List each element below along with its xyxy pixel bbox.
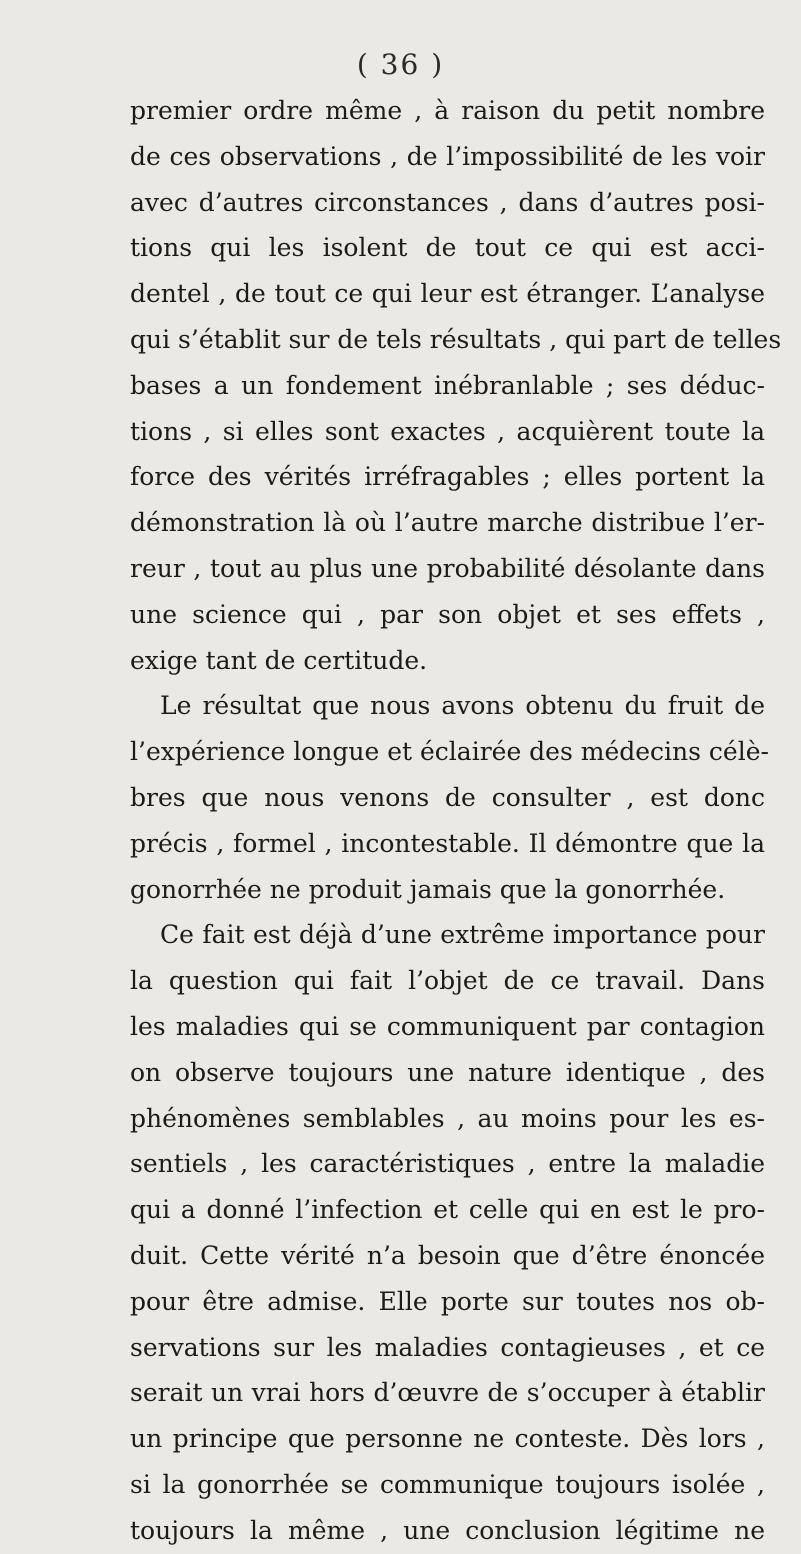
text-line: tions , si elles sont exactes , acquièrent toute la [130,416,765,446]
text-line: avec d’autres circonstances , dans d’autres posi- [130,187,765,217]
text-line: gonorrhée ne produit jamais que la gonorrhée. [130,874,726,904]
text-line: tions qui les isolent de tout ce qui est acci- [130,233,765,263]
text-line: Le résultat que nous avons obtenu du fruit de [160,691,765,721]
text-line: Ce fait est déjà d’une extrême importance pour [160,920,765,950]
text-line: on observe toujours une nature identique , des [130,1057,765,1087]
text-line: duit. Cette vérité n’a besoin que d’être énoncée [130,1240,765,1270]
text-line: dentel , de tout ce qui leur est étranger. L’analyse [130,279,765,309]
text-line: serait un vrai hors d’œuvre de s’occuper à établir [130,1378,765,1408]
text-line: qui s’établit sur de tels résultats , qui part de telles [130,324,782,354]
text-line: qui a donné l’infection et celle qui en est le pro- [130,1195,765,1225]
text-line: un principe que personne ne conteste. Dès lors , [130,1424,765,1454]
body-text [130,88,782,1554]
text-line: toujours la même , une conclusion légitime ne [130,1515,765,1545]
text-line: servations sur les maladies contagieuses , et ce [130,1332,765,1362]
text-line: la question qui fait l’objet de ce travail. Dans [130,966,765,996]
page-number: ( 36 ) [356,48,445,81]
text-line: sentiels , les caractéristiques , entre la maladie [130,1149,765,1179]
text-line: premier ordre même , à raison du petit nombre [130,96,765,125]
text-line: précis , formel , incontestable. Il démontre que la [130,828,765,858]
text-line: phénomènes semblables , au moins pour les es- [130,1103,765,1133]
text-line: de ces observations , de l’impossibilité de les voir [130,141,765,171]
text-line: démonstration là où l’autre marche distribue l’er- [130,508,765,538]
text-line: force des vérités irréfragables ; elles portent la [130,462,765,492]
text-line: reur , tout au plus une probabilité désolante dans [130,553,765,583]
text-line: l’expérience longue et éclairée des médecins célè- [130,737,769,767]
text-line: si la gonorrhée se communique toujours isolée , [130,1469,765,1499]
text-line: une science qui , par son objet et ses effets , [130,599,765,629]
text-line: bases a un fondement inébranlable ; ses déduc- [130,370,765,400]
text-line: les maladies qui se communiquent par contagion [130,1011,765,1041]
text-line: bres que nous venons de consulter , est donc [130,782,765,812]
text-line: exige tant de certitude. [130,645,428,675]
text-line: pour être admise. Elle porte sur toutes nos ob- [130,1286,765,1316]
